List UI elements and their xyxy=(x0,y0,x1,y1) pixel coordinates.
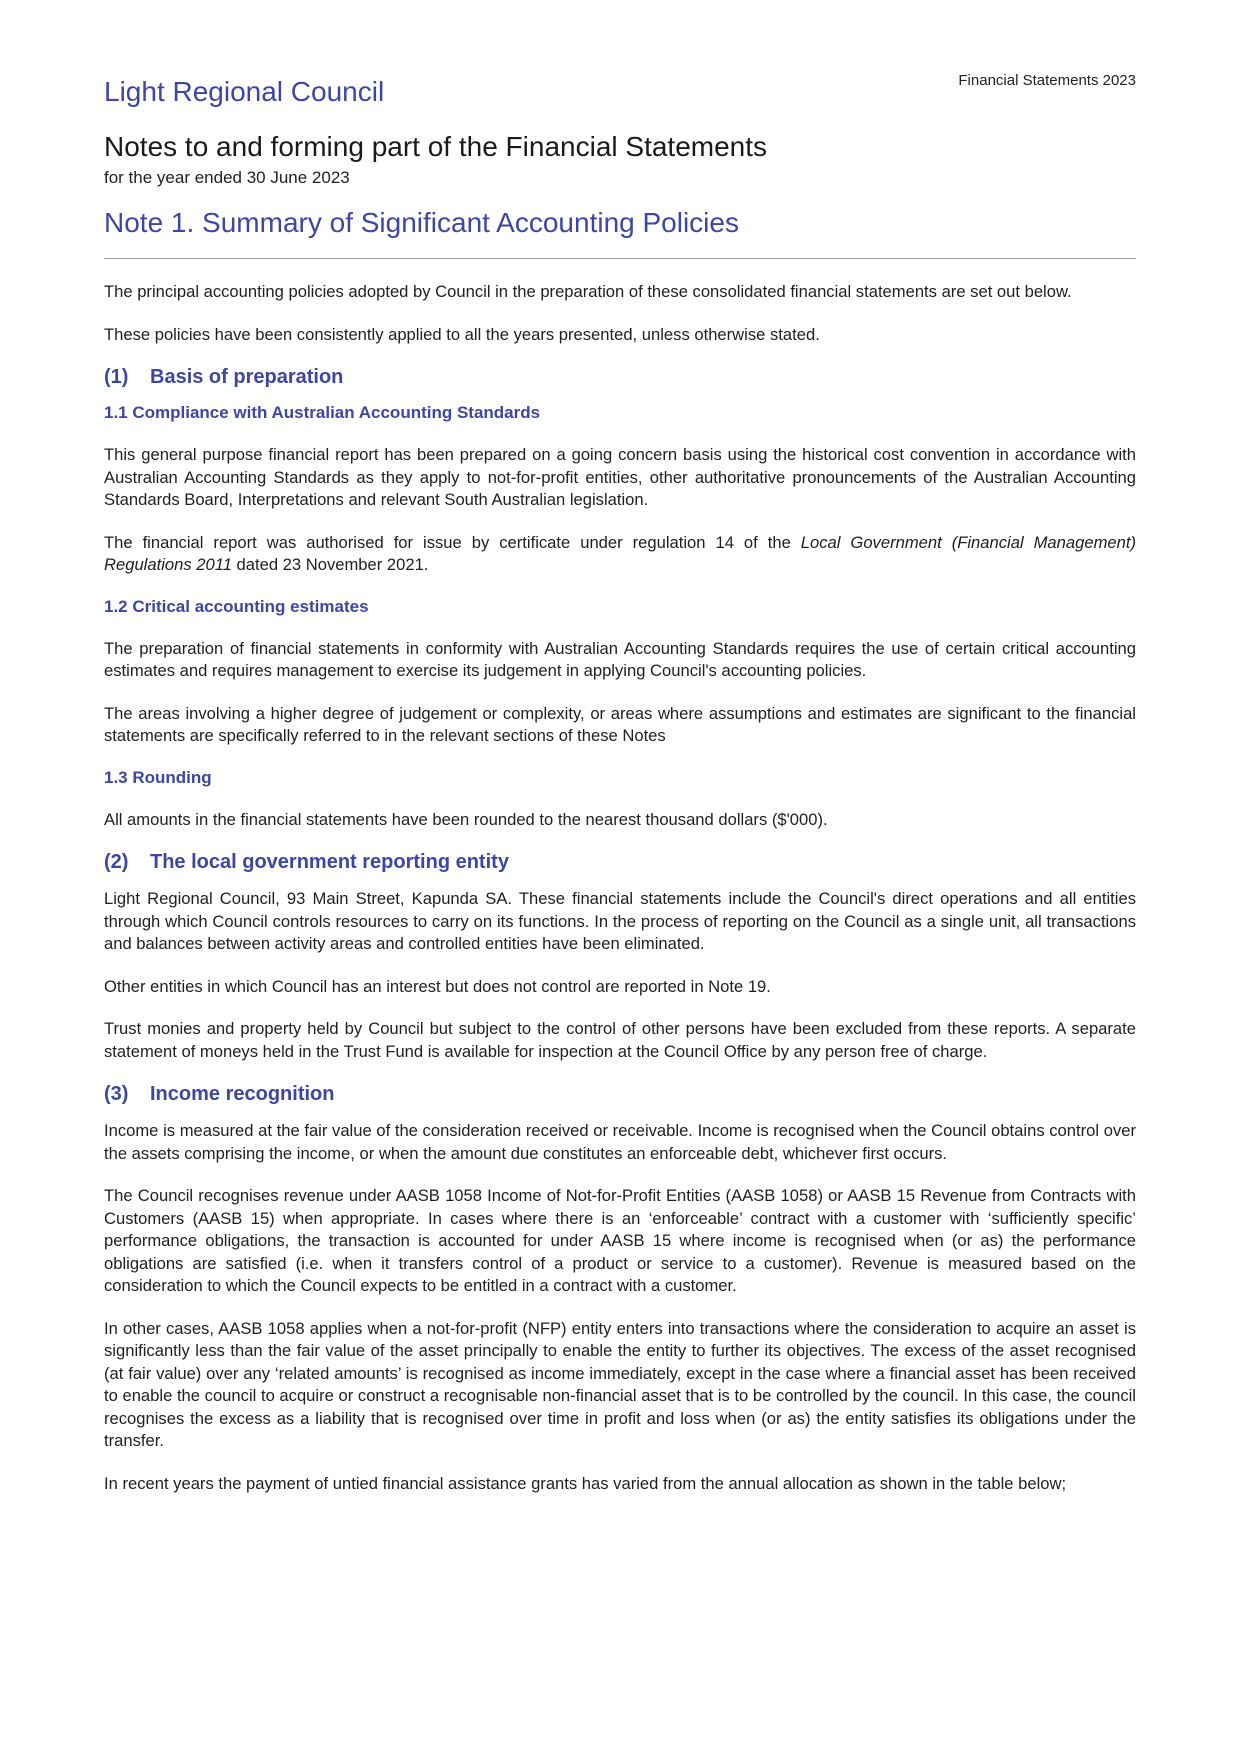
subsection-heading-estimates: 1.2 Critical accounting estimates xyxy=(104,596,369,616)
paragraph: In other cases, AASB 1058 applies when a not-for-profit (NFP) entity enters into transactions where the consideration to acquire an asset is significantly less than the fair value of the asset principally to enable the entity to further its objectives. The excess of the asset recognised (at fair value) over any ‘related amounts’ is recognised as income immediately, except in the case where a financial asset has been received to enable the council to acquire or construct a recognisable non-financial asset that is to be controlled by the council. In this case, the council recognises the excess as a liability that is recognised over time in profit and loss when (or as) the entity satisfies its obligations under the transfer. xyxy=(104,1318,1136,1450)
subsection-heading-rounding: 1.3 Rounding xyxy=(104,767,212,787)
paragraph: This general purpose financial report has been prepared on a going concern basis using the historical cost convention in accordance with Australian Accounting Standards as they apply to not-for-profit entities, other authoritative pronouncements of the Australian Accounting Standards Board, Interpretations and relevant South Australian legislation. xyxy=(104,445,1136,509)
paragraph-authorisation xyxy=(104,532,1136,577)
text-span: The financial report was authorised for issue by certificate under regulation 14 of the xyxy=(104,532,801,552)
paragraph: In recent years the payment of untied financial assistance grants has varied from the annual allocation as shown in the table below; xyxy=(104,1473,1067,1493)
paragraph: Trust monies and property held by Council but subject to the control of other persons have been excluded from these reports. A separate statement of moneys held in the Trust Fund is available for inspection at the Council Office by any person free of charge. xyxy=(104,1019,1136,1061)
section-title: Income recognition xyxy=(150,1083,335,1105)
paragraph: All amounts in the financial statements have been rounded to the nearest thousand dollars ($'000). xyxy=(104,809,828,829)
document-body xyxy=(104,281,1136,1515)
document-label: Financial Statements 2023 xyxy=(958,72,1136,89)
subsection-heading-compliance: 1.1 Compliance with Australian Accounting Standards xyxy=(104,403,541,422)
text-span: dated 23 November 2021. xyxy=(231,555,429,574)
section-number: (1) xyxy=(104,366,129,388)
paragraph: Other entities in which Council has an interest but does not control are reported in Note 19. xyxy=(104,976,771,996)
page-title: Notes to and forming part of the Financial Statements xyxy=(104,131,768,162)
section-heading-basis-of-preparation xyxy=(104,366,1136,389)
paragraph: Income is measured at the fair value of the consideration received or receivable. Income is recognised when the Council obtains control over the assets comprising the income, or when the amount due constitutes an enforceable debt, whichever first occurs. xyxy=(104,1121,1136,1163)
section-heading-reporting-entity xyxy=(104,851,1136,874)
paragraph: The areas involving a higher degree of judgement or complexity, or areas where assumptions and estimates are significant to the financial statements are specifically referred to in the relevant sections of these Notes xyxy=(104,703,1136,745)
note-heading: Note 1. Summary of Significant Accounting Policies xyxy=(104,207,739,238)
paragraph: Light Regional Council, 93 Main Street, Kapunda SA. These financial statements include the Council's direct operations and all entities through which Council controls resources to carry on its functions. In the process of reporting on the Council as a single unit, all transactions and balances between activity areas and controlled entities have been eliminated. xyxy=(104,889,1136,953)
section-title: Basis of preparation xyxy=(150,366,344,388)
regulation-title: Local Government (Financial Management) Regulations 2011 xyxy=(104,532,1136,574)
council-name: Light Regional Council xyxy=(104,76,385,107)
paragraph: The Council recognises revenue under AASB 1058 Income of Not-for-Profit Entities (AASB 1058) or AASB 15 Revenue from Contracts with Customers (AASB 15) when appropriate. In cases where there is an ‘enforceable’ contract with a customer with ‘sufficiently specific’ performance obligations, the transaction is accounted for under AASB 15 where income is recognised when (or as) the performance obligations are satisfied (i.e. when it transfers control of a product or service to a customer). Revenue is measured based on the consideration to which the Council expects to be entitled in a contract with a customer. xyxy=(104,1186,1136,1295)
intro-paragraph: The principal accounting policies adopted by Council in the preparation of these consolidated financial statements are set out below. xyxy=(104,282,1072,301)
intro-paragraph: These policies have been consistently applied to all the years presented, unless otherwise stated. xyxy=(104,324,820,344)
divider xyxy=(104,258,1136,259)
section-number: (2) xyxy=(104,851,129,873)
period-subtitle: for the year ended 30 June 2023 xyxy=(104,168,350,187)
section-heading-income-recognition xyxy=(104,1083,1136,1106)
section-number: (3) xyxy=(104,1083,129,1105)
paragraph: The preparation of financial statements in conformity with Australian Accounting Standards requires the use of certain critical accounting estimates and requires management to exercise its judgement in applying Council's accounting policies. xyxy=(104,638,1136,680)
section-title: The local government reporting entity xyxy=(150,851,509,873)
